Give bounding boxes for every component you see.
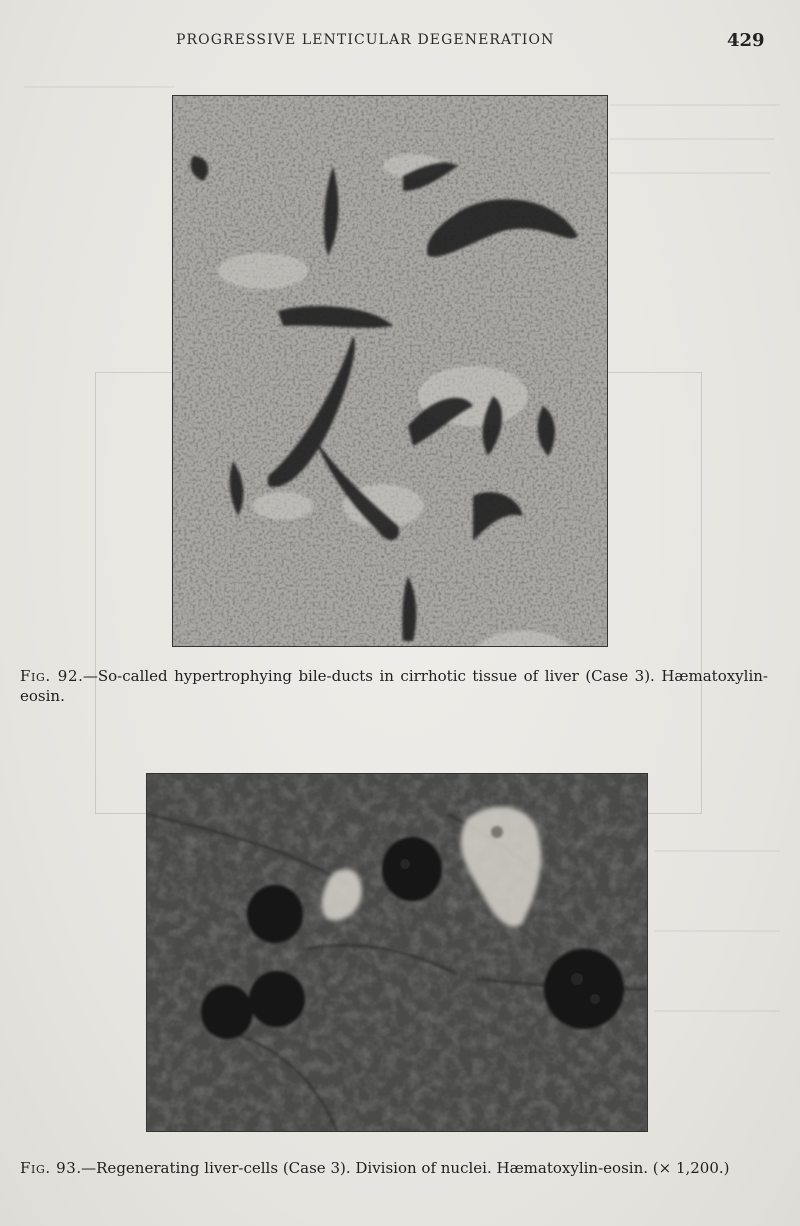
figure-93-micrograph — [146, 773, 648, 1132]
figure-93-caption-text: .—Regenerating liver-cells (Case 3). Division of nuclei. Hæmatoxylin-eosin. (× 1,200.) — [76, 1159, 730, 1177]
show-through-text — [610, 104, 780, 106]
running-title: PROGRESSIVE LENTICULAR DEGENERATION — [176, 32, 555, 48]
figure-92-micrograph — [172, 95, 608, 647]
page-number: 429 — [727, 30, 765, 51]
show-through-text — [655, 930, 780, 932]
figure-92-caption-text: .—So-called hypertrophying bile-ducts in cirrhotic tissue of liver (Case 3). Hæmatoxylin-eosin. — [20, 667, 768, 705]
figure-92-caption — [20, 666, 768, 706]
show-through-text — [610, 172, 770, 174]
micrograph-liver-cells-image — [147, 774, 647, 1131]
figure-93-caption — [20, 1158, 780, 1178]
show-through-text — [610, 138, 775, 140]
figure-92-label: Fig. 92 — [20, 667, 79, 685]
show-through-text — [655, 850, 780, 852]
micrograph-bile-ducts-image — [173, 96, 607, 646]
figure-93-label: Fig. 93 — [20, 1159, 77, 1177]
show-through-text — [655, 1010, 780, 1012]
show-through-text — [24, 86, 174, 88]
